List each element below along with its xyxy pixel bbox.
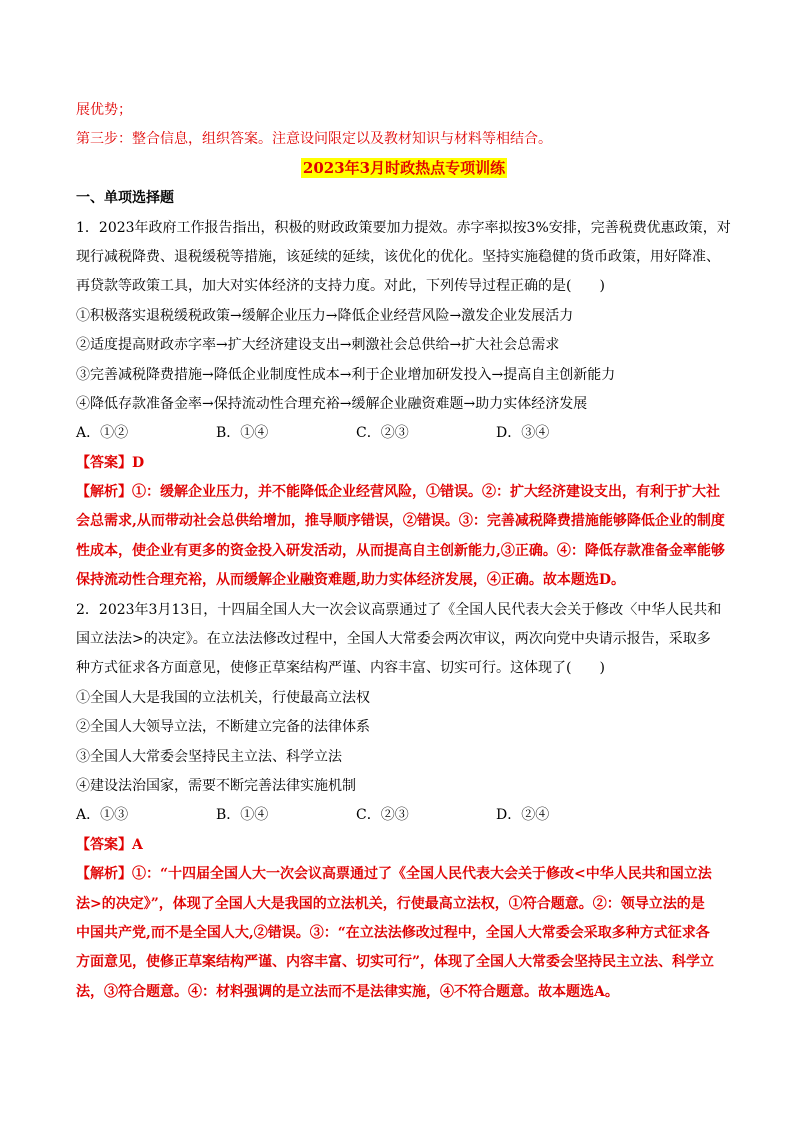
analysis-line: 【解析】①：“十四届全国人大一次会议高票通过了《全国人民代表大会关于修改<中华人民共和国立法 — [76, 866, 712, 883]
option-c: C．②③ — [356, 425, 409, 442]
statement-4: ④建设法治国家，需要不断完善法律实施机制 — [76, 777, 356, 794]
option-b: B．①④ — [216, 807, 269, 824]
analysis-line: 性成本，使企业有更多的资金投入研发活动，从而提高自主创新能力,③正确。④：降低存款准备金率能够 — [76, 542, 725, 559]
statement-1: ①积极落实退税缓税政策→缓解企业压力→降低企业经营风险→激发企业发展活力 — [76, 307, 574, 324]
option-b: B．①④ — [216, 425, 269, 442]
page-title: 2023年3月时政热点专项训练 — [302, 158, 506, 177]
option-c: C．②③ — [356, 807, 409, 824]
statement-3: ③全国人大常委会坚持民主立法、科学立法 — [76, 748, 342, 765]
question-stem-line: 现行减税降费、退税缓税等措施，该延续的延续，该优化的优化。坚持实施稳健的货币政策，用好降准、 — [76, 248, 720, 265]
analysis-line: 法>的决定》”，体现了全国人大是我国的立法机关，行使最高立法权，①符合题意。②：领导立法的是 — [76, 895, 705, 912]
option-a: A．①② — [76, 425, 129, 442]
title-row — [76, 155, 732, 184]
statement-2: ②适度提高财政赤字率→扩大经济建设支出→刺激社会总供给→扩大社会总需求 — [76, 337, 560, 354]
statement-4: ④降低存款准备金率→保持流动性合理充裕→缓解企业融资难题→助力实体经济发展 — [76, 395, 588, 412]
question-stem-line: 1．2023年政府工作报告指出，积极的财政政策要加力提效。赤字率拟按3%安排，完善税费优惠政策，对 — [76, 219, 731, 236]
answer-label: 【答案】A — [76, 836, 143, 853]
answer-label: 【答案】D — [76, 454, 145, 471]
question-stem-line: 再贷款等政策工具，加大对实体经济的支持力度。对此，下列传导过程正确的是( ) — [76, 278, 605, 295]
question-1 — [76, 214, 732, 596]
option-d: D．③④ — [496, 425, 550, 442]
question-stem-line: 种方式征求各方面意见，使修正草案结构严谨、内容丰富、切实可行。这体现了( ) — [76, 660, 605, 677]
analysis-line: 法，③符合题意。④：材料强调的是立法而不是法律实施，④不符合题意。故本题选A。 — [76, 983, 619, 1000]
statement-3: ③完善减税降费措施→降低企业制度性成本→利于企业增加研发投入→提高自主创新能力 — [76, 366, 616, 383]
analysis-line: 方面意见，使修正草案结构严谨、内容丰富、切实可行”，体现了全国人大常委会坚持民主立法、科学立 — [76, 954, 715, 971]
analysis-line: 中国共产党,而不是全国人大,②错误。③：“在立法法修改过程中，全国人大常委会采取多种方式征求各 — [76, 924, 710, 941]
question-stem-line: 2．2023年3月13日，十四届全国人大一次会议高票通过了《全国人民代表大会关于修改〈中华人民共和 — [76, 601, 722, 618]
options-row — [76, 801, 732, 830]
analysis-line: 会总需求,从而带动社会总供给增加，推导顺序错误，②错误。③：完善减税降费措施能够降低企业的制度 — [76, 513, 725, 530]
statement-1: ①全国人大是我国的立法机关，行使最高立法权 — [76, 689, 370, 706]
statement-2: ②全国人大领导立法，不断建立完备的法律体系 — [76, 719, 370, 736]
analysis-line: 【解析】①：缓解企业压力，并不能降低企业经营风险，①错误。②：扩大经济建设支出，有利于扩大社 — [76, 484, 720, 501]
options-row — [76, 419, 732, 448]
question-2 — [76, 596, 732, 1007]
section-heading: 一、单项选择题 — [76, 190, 174, 207]
analysis-line: 保持流动性合理充裕，从而缓解企业融资难题,助力实体经济发展，④正确。故本题选D。 — [76, 572, 626, 589]
option-a: A．①③ — [76, 807, 129, 824]
intro-line-2: 第三步：整合信息，组织答案。注意设问限定以及教材知识与材料等相结合。 — [76, 131, 552, 148]
option-d: D．②④ — [496, 807, 550, 824]
question-stem-line: 国立法法>的决定》。在立法法修改过程中，全国人大常委会两次审议，两次向党中央请示报告，采取多 — [76, 631, 711, 648]
document-page — [76, 96, 732, 1007]
intro-line-1: 展优势； — [76, 102, 132, 118]
